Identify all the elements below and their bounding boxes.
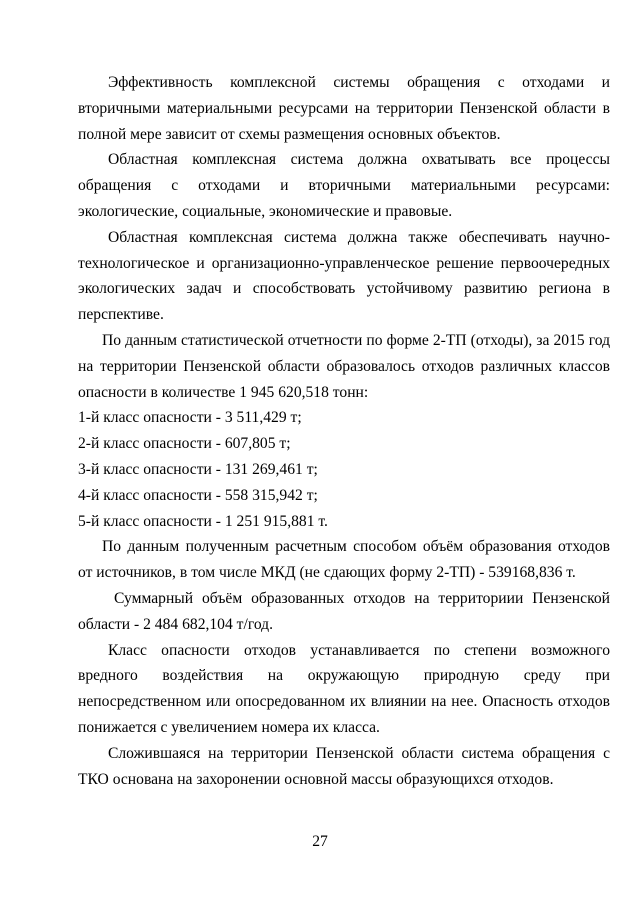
paragraph-calculated-volume: По данным полученным расчетным способом объём образования отходов от источников, в том числе МКД (не сдающих форму 2-ТП) - 539168,836 т. bbox=[78, 538, 610, 582]
paragraph-hazard-class-definition: Класс опасности отходов устанавливается по степени возможного вредного воздействия на окружающую природную среду при непосредственном или опосредованном их влиянии на нее. Опасность отходов понижается с увеличением номера их класса. bbox=[78, 641, 610, 736]
hazard-class-2: 2-й класс опасности - 607,805 т; bbox=[78, 435, 291, 453]
body-text bbox=[78, 70, 610, 792]
paragraph-tko-system: Сложившаяся на территории Пензенской области система обращения с ТКО основана на захоронении основной массы образующихся отходов. bbox=[78, 744, 610, 788]
page-number: 27 bbox=[312, 833, 328, 850]
paragraph-system-scope: Областная комплексная система должна охватывать все процессы обращения с отходами и вторичными материальными ресурсами: экологические, социальные, экономические и правовые. bbox=[78, 151, 610, 220]
paragraph-efficiency: Эффективность комплексной системы обращения с отходами и вторичными материальными ресурсами на территории Пензенской области в полной мере зависит от схемы размещения основных объектов. bbox=[78, 74, 610, 143]
hazard-class-1: 1-й класс опасности - 3 511,429 т; bbox=[78, 409, 302, 427]
paragraph-statistics: По данным статистической отчетности по форме 2-ТП (отходы), за 2015 год на территории Пензенской области образовалось отходов различных классов опасности в количестве 1 945 620,518 тонн: bbox=[78, 331, 610, 401]
hazard-class-5: 5-й класс опасности - 1 251 915,881 т. bbox=[78, 512, 328, 530]
hazard-class-3: 3-й класс опасности - 131 269,461 т; bbox=[78, 460, 318, 478]
paragraph-system-goals: Областная комплексная система должна также обеспечивать научно-технологическое и организационно-управленческое решение первоочередных экологических задач и способствовать устойчивому развитию региона в перспективе. bbox=[78, 228, 610, 324]
paragraph-total-volume: Суммарный объём образованных отходов на территориии Пензенской области - 2 484 682,104 т/год. bbox=[78, 589, 610, 633]
hazard-class-4: 4-й класс опасности - 558 315,942 т; bbox=[78, 486, 318, 504]
